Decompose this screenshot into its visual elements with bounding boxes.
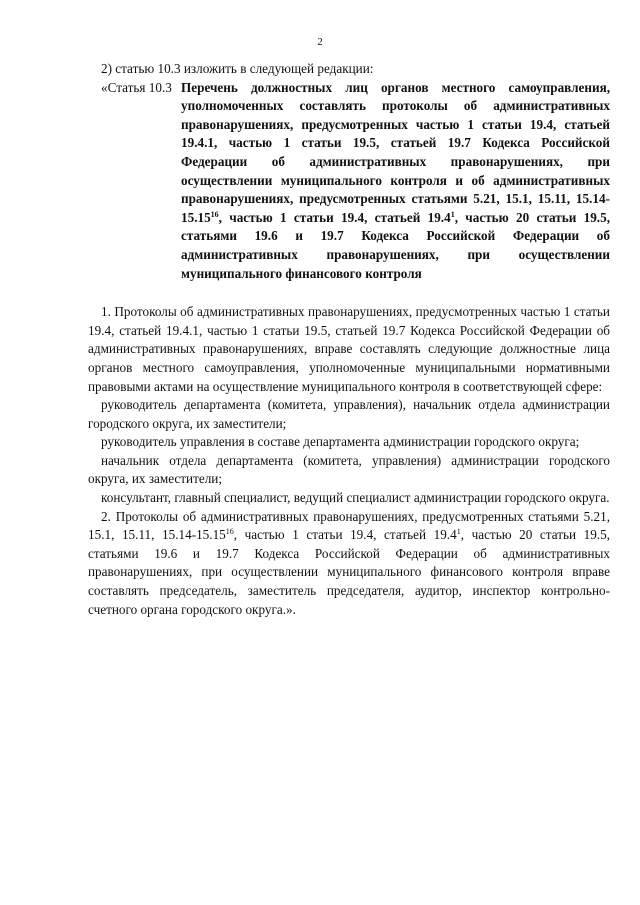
- paragraph-list-item-1: руководитель департамента (комитета, управления), начальник отдела администрации городского округа, их заместители;: [88, 397, 610, 431]
- paragraph-2: [88, 508, 610, 620]
- paragraph-list-item-3: начальник отдела департамента (комитета, управления) администрации городского округа, их заместители;: [88, 452, 610, 487]
- paragraph-1: 1. Протоколы об административных правонарушениях, предусмотренных частью 1 статьи 19.4, статьей 19.4.1, частью 1 статьи 19.5, статьей 19.7 Кодекса Российской Федерации об административных правонарушениях, вправе составлять следующие должностные лица органов местного самоуправления, уполномоченные муниципальными нормативными правовыми актами на осуществление муниципального контроля в соответствующей сфере:: [88, 304, 610, 394]
- amendment-intro: 2) статью 10.3 изложить в следующей редакции:: [101, 61, 374, 76]
- article-title-sup-2: 1: [450, 209, 455, 219]
- paragraph-list-item-2: руководитель управления в составе департамента администрации городского округа;: [101, 434, 580, 450]
- article-title-part-2: , частью 1 статьи 19.4, статьей 19.4: [218, 209, 451, 225]
- paragraph-2-sup-2: 1: [456, 527, 461, 537]
- paragraph-list-item-4: консультант, главный специалист, ведущий специалист администрации городского округа.: [101, 490, 610, 506]
- article-title-part-1: Перечень должностных лиц органов местного самоуправления, уполномоченных составлять протоколы об административных правонарушениях, предусмотренных частью 1 статьи 19.4, статьей 19.4.1, частью 1 статьи 19.5, статьей 19.7 Кодекса Российской Федерации об административных правонарушениях, при осуществлении муниципального контроля и об административных правонарушениях, предусмотренных статьями 5.21, 15.1, 15.11, 15.14-15.15: [181, 79, 610, 225]
- paragraph-2-sup-1: 16: [225, 527, 234, 537]
- page-number: 2: [317, 36, 323, 48]
- paragraph-2-part-3: , частью 20 статьи 19.5, статьями 19.6 и 19.7 Кодекса Российской Федерации об административных правонарушениях, при осуществлении муниципального финансового контроля вправе составлять председатель, заместитель председателя, аудитор, инспектор контрольно-счетного органа городского округа.».: [88, 527, 610, 617]
- section-spacer: [88, 283, 610, 303]
- article-label: «Статья 10.3: [101, 79, 172, 95]
- document-body: [88, 60, 610, 619]
- article-title-part-3: , частью 20 статьи 19.5, статьями 19.6 и 19.7 Кодекса Российской Федерации об административных правонарушениях, при осуществлении муниципального финансового контроля: [181, 209, 610, 281]
- paragraph-2-part-2: , частью 1 статьи 19.4, статьей 19.4: [233, 527, 457, 543]
- article-title: [181, 79, 610, 284]
- article-title-sup-1: 16: [210, 209, 219, 219]
- article-header: [88, 79, 610, 284]
- paragraph-2-part-1: 2. Протоколы об административных правонарушениях, предусмотренных статьями 5.21, 15.1, 15.11, 15.14-15.15: [88, 508, 610, 543]
